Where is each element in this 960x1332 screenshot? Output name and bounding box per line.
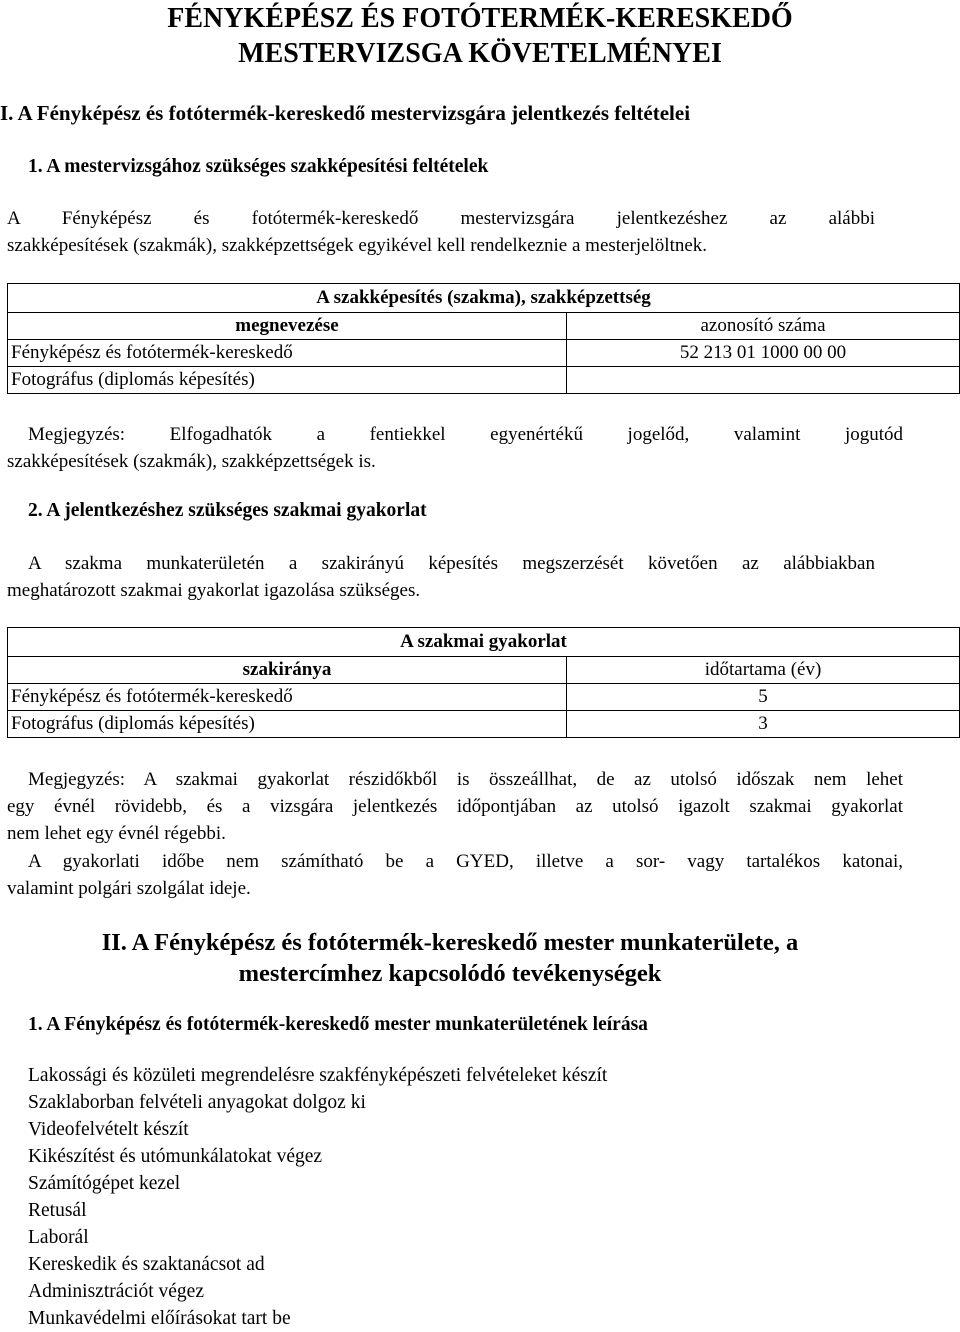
qualification-table-caption: A szakképesítés (szakma), szakképzettség bbox=[8, 284, 960, 313]
activity-list-item: Kereskedik és szaktanácsot ad bbox=[28, 1254, 265, 1275]
section-1-heading: I. A Fényképész és fotótermék-kereskedő mestervizsgára jelentkezés feltételei bbox=[0, 101, 691, 125]
subsection-2-1-heading: 1. A Fényképész és fotótermék-kereskedő mester munkaterületének leírása bbox=[28, 1014, 648, 1035]
qualification-id-cell bbox=[567, 367, 960, 394]
practice-paragraph-line1: A szakma munkaterületén a szakirányú képesítés megszerzését követően az alábbiakban bbox=[28, 553, 875, 574]
practice-direction-cell: Fotográfus (diplomás képesítés) bbox=[8, 711, 567, 738]
table-row bbox=[8, 340, 960, 367]
qualification-name-cell: Fényképész és fotótermék-kereskedő bbox=[8, 340, 567, 367]
activity-list-item: Szaklaborban felvételi anyagokat dolgoz ki bbox=[28, 1092, 366, 1113]
qualification-table bbox=[7, 283, 960, 394]
practice-note2-line2: valamint polgári szolgálat ideje. bbox=[7, 878, 251, 899]
practice-table-caption: A szakmai gyakorlat bbox=[8, 628, 960, 657]
practice-years-cell: 5 bbox=[567, 684, 960, 711]
activity-list-item: Laborál bbox=[28, 1227, 89, 1248]
col-header-direction: szakiránya bbox=[8, 657, 567, 684]
qualification-name-cell: Fotográfus (diplomás képesítés) bbox=[8, 367, 567, 394]
table-row bbox=[8, 684, 960, 711]
activity-list-item: Kikészítést és utómunkálatokat végez bbox=[28, 1146, 323, 1167]
practice-direction-cell: Fényképész és fotótermék-kereskedő bbox=[8, 684, 567, 711]
practice-note-line2: egy évnél rövidebb, és a vizsgára jelentkezés időpontjában az utolsó igazolt szakmai gyakorlat bbox=[7, 796, 903, 817]
qualification-note-line1: Megjegyzés: Elfogadhatók a fentiekkel egyenértékű jogelőd, valamint jogutód bbox=[28, 424, 903, 445]
table-row bbox=[8, 711, 960, 738]
practice-note-line3: nem lehet egy évnél régebbi. bbox=[7, 823, 226, 844]
activity-list-item: Adminisztrációt végez bbox=[28, 1281, 204, 1302]
activity-list-item: Videofelvételt készít bbox=[28, 1119, 189, 1140]
practice-note-line1: Megjegyzés: A szakmai gyakorlat részidőkből is összeállhat, de az utolsó időszak nem lehet bbox=[28, 769, 903, 790]
col-header-id: azonosító száma bbox=[567, 313, 960, 340]
document-title-line1: FÉNYKÉPÉSZ ÉS FOTÓTERMÉK-KERESKEDŐ bbox=[167, 3, 793, 34]
subsection-1-2-heading: 2. A jelentkezéshez szükséges szakmai gyakorlat bbox=[28, 500, 427, 521]
qualification-id-cell: 52 213 01 1000 00 00 bbox=[567, 340, 960, 367]
activity-list-item: Retusál bbox=[28, 1200, 87, 1221]
qualification-paragraph-line1: A Fényképész és fotótermék-kereskedő mestervizsgára jelentkezéshez az alábbi bbox=[7, 208, 875, 229]
activity-list-item: Munkavédelmi előírásokat tart be bbox=[28, 1308, 291, 1329]
activity-list-item: Lakossági és közületi megrendelésre szakfényképészeti felvételeket készít bbox=[28, 1065, 608, 1086]
practice-note2-line1: A gyakorlati időbe nem számítható be a GYED, illetve a sor- vagy tartalékos katonai, bbox=[28, 851, 903, 872]
activity-list-item: Számítógépet kezel bbox=[28, 1173, 181, 1194]
section-2-heading-line1: II. A Fényképész és fotótermék-kereskedő mester munkaterülete, a bbox=[101, 929, 799, 956]
practice-table bbox=[7, 627, 960, 738]
col-header-name: megnevezése bbox=[8, 313, 567, 340]
practice-years-cell: 3 bbox=[567, 711, 960, 738]
col-header-duration: időtartama (év) bbox=[567, 657, 960, 684]
section-2-heading-line2: mestercímhez kapcsolódó tevékenységek bbox=[238, 960, 662, 987]
practice-paragraph-line2: meghatározott szakmai gyakorlat igazolása szükséges. bbox=[7, 580, 421, 601]
subsection-1-1-heading: 1. A mestervizsgához szükséges szakképesítési feltételek bbox=[28, 156, 489, 177]
table-row bbox=[8, 367, 960, 394]
qualification-note-line2: szakképesítések (szakmák), szakképzettségek is. bbox=[7, 451, 376, 472]
document-title-line2: MESTERVIZSGA KÖVETELMÉNYEI bbox=[238, 38, 722, 69]
qualification-paragraph-line2: szakképesítések (szakmák), szakképzettségek egyikével kell rendelkeznie a mesterjelöltnek. bbox=[7, 235, 708, 256]
